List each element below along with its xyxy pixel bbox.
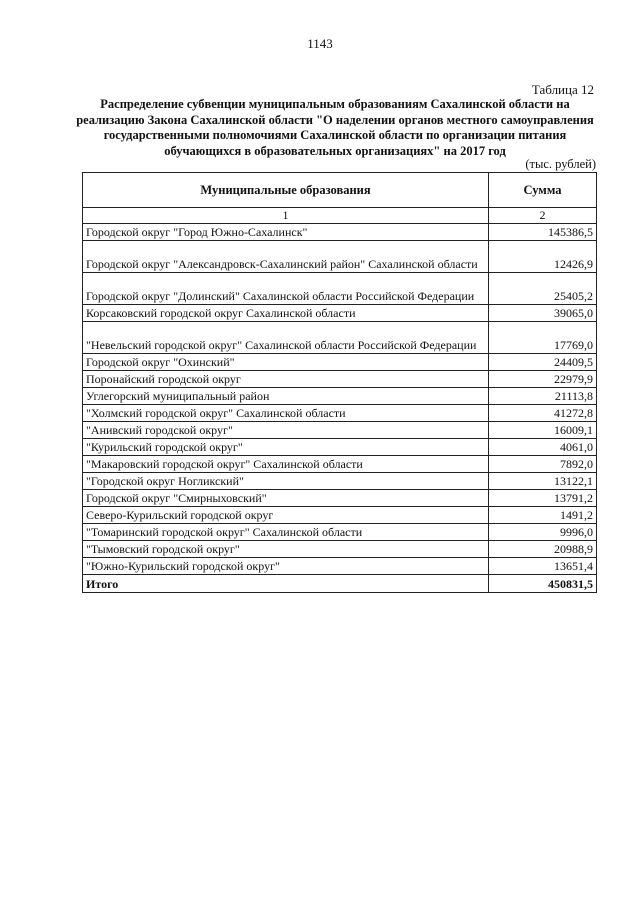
row-name: "Макаровский городской округ" Сахалинской области [83, 456, 489, 473]
subvention-table [82, 172, 597, 593]
row-sum: 13791,2 [489, 490, 597, 507]
row-name: "Курильский городской округ" [83, 439, 489, 456]
units-label: (тыс. рублей) [525, 157, 596, 171]
total-sum: 450831,5 [489, 575, 597, 593]
row-name: "Южно-Курильский городской округ" [83, 558, 489, 575]
row-name: "Холмский городской округ" Сахалинской области [83, 405, 489, 422]
row-sum: 1491,2 [489, 507, 597, 524]
column-number-2: 2 [489, 208, 597, 224]
row-name: Городской округ "Долинский" Сахалинской области Российской Федерации [83, 273, 489, 305]
row-sum: 13651,4 [489, 558, 597, 575]
row-name: Городской округ "Смирныховский" [83, 490, 489, 507]
row-name: Корсаковский городской округ Сахалинской области [83, 305, 489, 322]
table-row [83, 524, 597, 541]
row-name: "Тымовский городской округ" [83, 541, 489, 558]
row-sum: 7892,0 [489, 456, 597, 473]
row-sum: 12426,9 [489, 241, 597, 273]
column-number-1: 1 [83, 208, 489, 224]
row-name: "Анивский городской округ" [83, 422, 489, 439]
row-sum: 17769,0 [489, 322, 597, 354]
table-row [83, 507, 597, 524]
column-header-sum: Сумма [489, 173, 597, 208]
table-row [83, 241, 597, 273]
table-row [83, 558, 597, 575]
table-row [83, 439, 597, 456]
table-row [83, 224, 597, 241]
row-name: "Невельский городской округ" Сахалинской области Российской Федерации [83, 322, 489, 354]
table-row [83, 388, 597, 405]
row-name: Поронайский городской округ [83, 371, 489, 388]
row-name: Городской округ "Охинский" [83, 354, 489, 371]
row-sum: 145386,5 [489, 224, 597, 241]
row-name: "Городской округ Ногликский" [83, 473, 489, 490]
table-row [83, 422, 597, 439]
table-row [83, 456, 597, 473]
row-name: "Томаринский городской округ" Сахалинской области [83, 524, 489, 541]
table-label: Таблица 12 [531, 82, 594, 97]
row-sum: 41272,8 [489, 405, 597, 422]
row-name: Северо-Курильский городской округ [83, 507, 489, 524]
table-row [83, 490, 597, 507]
row-sum: 9996,0 [489, 524, 597, 541]
table-row [83, 273, 597, 305]
total-label: Итого [83, 575, 489, 593]
table-row [83, 541, 597, 558]
row-sum: 20988,9 [489, 541, 597, 558]
table-row [83, 354, 597, 371]
table-header-row [83, 173, 597, 208]
document-title: Распределение субвенции муниципальным образованиям Сахалинской области на реализацию Закона Сахалинской области "О наделении органов местного самоуправления государственными полномочиями Сахалинской области по организации питания обучающихся в образовательных организациях" на 2017 год [76, 97, 594, 158]
row-sum: 13122,1 [489, 473, 597, 490]
row-sum: 25405,2 [489, 273, 597, 305]
page-number: 1143 [307, 36, 333, 51]
column-header-name: Муниципальные образования [83, 173, 489, 208]
table-row [83, 405, 597, 422]
table-row [83, 322, 597, 354]
row-sum: 22979,9 [489, 371, 597, 388]
row-sum: 4061,0 [489, 439, 597, 456]
total-row [83, 575, 597, 593]
table-row [83, 473, 597, 490]
row-sum: 16009,1 [489, 422, 597, 439]
row-sum: 24409,5 [489, 354, 597, 371]
table-row [83, 371, 597, 388]
table-row [83, 305, 597, 322]
row-sum: 39065,0 [489, 305, 597, 322]
row-name: Углегорский муниципальный район [83, 388, 489, 405]
row-sum: 21113,8 [489, 388, 597, 405]
row-name: Городской округ "Город Южно-Сахалинск" [83, 224, 489, 241]
column-number-row [83, 208, 597, 224]
row-name: Городской округ "Александровск-Сахалинский район" Сахалинской области [83, 241, 489, 273]
